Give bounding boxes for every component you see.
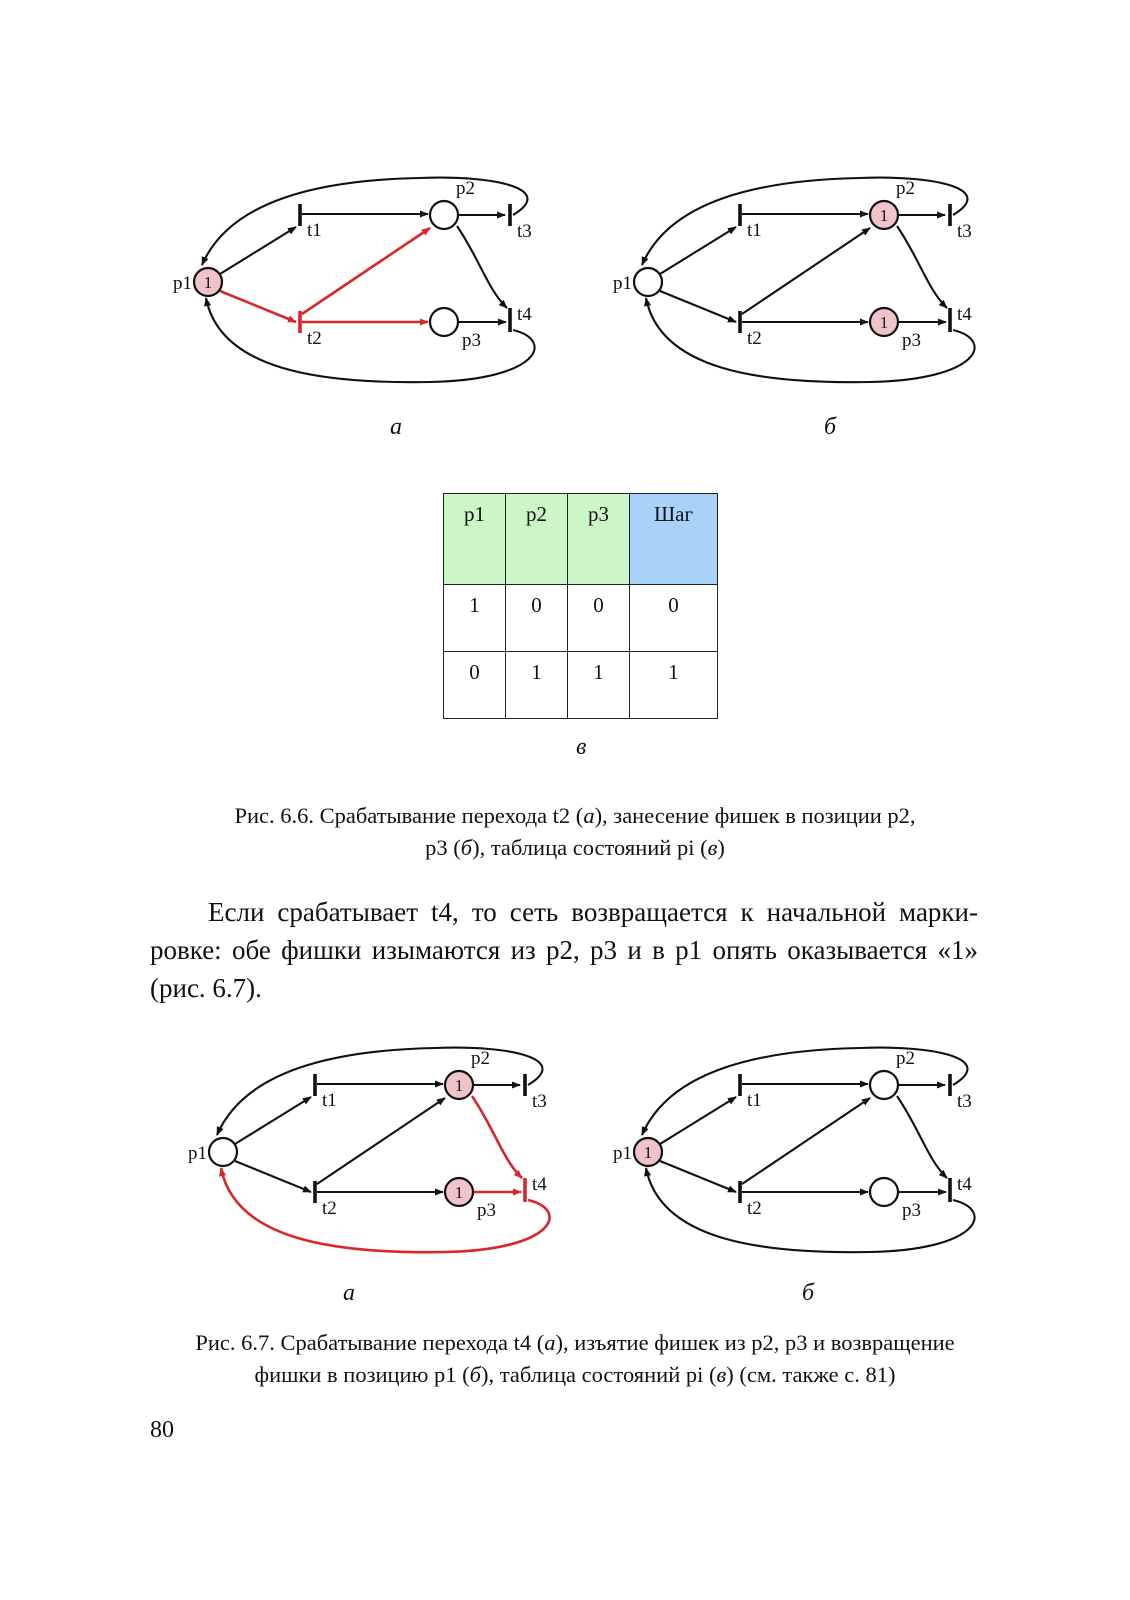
label-t1: t1 (747, 220, 762, 241)
caption-text: Рис. 6.7. Срабатывание перехода t4 ( (195, 1330, 545, 1355)
table-header-cell: p1 (444, 494, 506, 585)
caption-text: фишки в позицию p1 ( (254, 1362, 470, 1387)
label-p1: p1 (613, 1143, 632, 1164)
states-table (443, 493, 718, 719)
label-t1: t1 (747, 1090, 762, 1111)
petri-net-fig67-b (600, 1040, 1000, 1280)
arc-p1-t2 (660, 291, 736, 322)
caption-text: p3 ( (425, 835, 461, 860)
subfigure-label-b: б (824, 414, 837, 440)
caption-text: Рис. 6.6. Срабатывание перехода t2 ( (234, 803, 584, 828)
table-cell: 0 (630, 585, 718, 652)
label-t4: t4 (957, 1174, 972, 1195)
caption-ref: в (716, 1362, 727, 1387)
place-p1 (634, 268, 662, 296)
arc-p1-t1 (660, 227, 736, 274)
place-p3 (870, 1178, 898, 1206)
label-p2: p2 (896, 1048, 915, 1069)
subfigure-label-c: в (576, 734, 587, 760)
caption-text: ) (717, 835, 725, 860)
label-t1: t1 (322, 1090, 337, 1111)
subfigure-label-b: б (802, 1280, 815, 1306)
table-header-cell-step: Шаг (630, 494, 718, 585)
place-p3 (430, 308, 458, 336)
petri-net-fig67-a (175, 1040, 575, 1280)
label-p3: p3 (477, 1200, 496, 1221)
table-cell: 0 (568, 585, 630, 652)
label-p3: p3 (902, 1200, 921, 1221)
arc-p1-t2 (660, 1161, 736, 1192)
label-t3: t3 (957, 1091, 972, 1112)
arc-t4-p1 (221, 1168, 550, 1252)
label-p1: p1 (173, 273, 192, 294)
label-t4: t4 (517, 304, 532, 325)
table-header-cell: p3 (568, 494, 630, 585)
label-t3: t3 (957, 221, 972, 242)
arc-p2-t4 (897, 226, 947, 308)
table-header-row (444, 494, 718, 585)
label-t3: t3 (532, 1091, 547, 1112)
arc-p1-t2 (235, 1161, 311, 1192)
caption-text: ), таблица состояний pi ( (472, 835, 708, 860)
arc-t4-p1 (646, 298, 975, 382)
token-p3: 1 (454, 1183, 464, 1202)
table-row (444, 585, 718, 652)
caption-ref: а (544, 1330, 556, 1355)
petri-net-fig66-b (600, 170, 1000, 410)
figure-caption-6-6 (150, 800, 1000, 864)
arc-t3-p1 (642, 178, 967, 265)
label-t4: t4 (957, 304, 972, 325)
caption-ref: а (583, 803, 595, 828)
paragraph-line: (рис. 6.7). (150, 973, 262, 1003)
subfigure-label-a: а (390, 414, 402, 440)
caption-text: ), таблица состояний pi ( (480, 1362, 717, 1387)
caption-ref: б (460, 835, 473, 860)
place-p1 (209, 1138, 237, 1166)
table-cell: 1 (630, 652, 718, 719)
place-p2 (870, 1071, 898, 1099)
place-p2 (430, 201, 458, 229)
arc-t3-p1 (217, 1048, 542, 1135)
label-p2: p2 (471, 1048, 490, 1069)
label-t2: t2 (307, 328, 322, 349)
arc-p1-t1 (220, 227, 296, 274)
label-t2: t2 (747, 1198, 762, 1219)
label-p1: p1 (613, 273, 632, 294)
label-p3: p3 (462, 330, 481, 351)
token-p2: 1 (879, 206, 889, 225)
label-p3: p3 (902, 330, 921, 351)
token-p1: 1 (203, 273, 213, 292)
arc-t3-p1 (642, 1048, 967, 1135)
subfigure-label-a: а (343, 1280, 355, 1306)
table-cell: 0 (444, 652, 506, 719)
paragraph-line: Если срабатывает t4, то сеть возвращается к начальной марки- (208, 897, 978, 927)
arc-p1-t1 (660, 1097, 736, 1144)
token-p1: 1 (643, 1143, 653, 1162)
figure-caption-6-7 (150, 1327, 1000, 1391)
label-p1: p1 (188, 1143, 207, 1164)
arc-t4-p1 (206, 298, 535, 382)
label-p2: p2 (896, 178, 915, 199)
arc-p2-t4 (472, 1096, 522, 1178)
caption-ref: в (707, 835, 718, 860)
arc-p2-t4 (897, 1096, 947, 1178)
caption-text: ), изъятие фишек из p2, p3 и возвращение (555, 1330, 955, 1355)
table-row (444, 652, 718, 719)
caption-text: ), занесение фишек в позиции p2, (594, 803, 916, 828)
arc-t4-p1 (646, 1168, 975, 1252)
table-cell: 1 (444, 585, 506, 652)
arc-t3-p1 (202, 178, 527, 265)
table-cell: 0 (506, 585, 568, 652)
caption-ref: б (469, 1362, 481, 1387)
label-t4: t4 (532, 1174, 547, 1195)
table-header-cell: p2 (506, 494, 568, 585)
arc-p2-t4 (457, 226, 507, 308)
label-t3: t3 (517, 221, 532, 242)
arc-p1-t2 (220, 291, 296, 322)
token-p3: 1 (879, 313, 889, 332)
token-p2: 1 (454, 1076, 464, 1095)
paragraph-line: ровке: обе фишки изымаются из p2, p3 и в p1 опять оказывается «1» (150, 935, 978, 965)
petri-net-fig66-a (160, 170, 560, 410)
body-paragraph (150, 893, 978, 1007)
table-cell: 1 (506, 652, 568, 719)
table-cell: 1 (568, 652, 630, 719)
caption-text: ) (см. также с. 81) (726, 1362, 896, 1387)
arc-p1-t1 (235, 1097, 311, 1144)
page-number: 80 (150, 1417, 174, 1443)
label-t1: t1 (307, 220, 322, 241)
label-t2: t2 (322, 1198, 337, 1219)
label-t2: t2 (747, 328, 762, 349)
label-p2: p2 (456, 178, 475, 199)
